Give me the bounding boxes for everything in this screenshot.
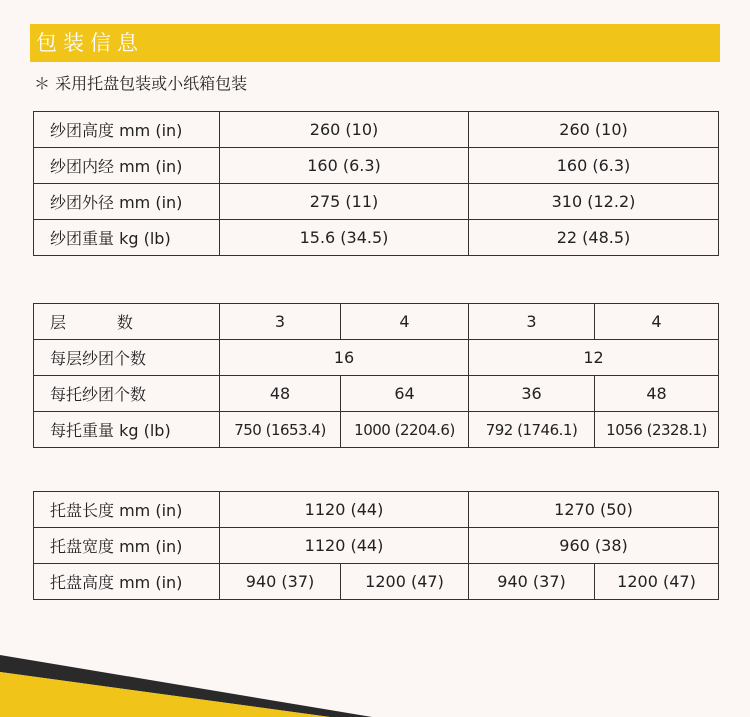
row-label: 纱团内经 mm (in) [34, 148, 220, 184]
packaging-note: ＊ 采用托盘包装或小纸箱包装 [34, 74, 248, 93]
table-cell: 750 (1653.4) [220, 412, 341, 448]
table-cell: 4 [595, 304, 719, 340]
table-cell: 1120 (44) [220, 528, 469, 564]
table-cell: 3 [220, 304, 341, 340]
table-cell: 1270 (50) [469, 492, 719, 528]
table-cell: 1000 (2204.6) [341, 412, 469, 448]
row-label: 每层纱团个数 [34, 340, 220, 376]
table-cell: 940 (37) [220, 564, 341, 600]
table-cell: 260 (10) [220, 112, 469, 148]
row-label: 托盘长度 mm (in) [34, 492, 220, 528]
table-cell: 12 [469, 340, 719, 376]
table-cell: 160 (6.3) [469, 148, 719, 184]
row-label: 每托重量 kg (lb) [34, 412, 220, 448]
table-cell: 940 (37) [469, 564, 595, 600]
table-cell: 275 (11) [220, 184, 469, 220]
table-cell: 16 [220, 340, 469, 376]
yellow-stripe [0, 672, 330, 717]
row-label: 每托纱团个数 [34, 376, 220, 412]
table-cell: 1200 (47) [595, 564, 719, 600]
table-cell: 4 [341, 304, 469, 340]
table-cell: 15.6 (34.5) [220, 220, 469, 256]
table-cell: 260 (10) [469, 112, 719, 148]
table-cell: 1200 (47) [341, 564, 469, 600]
row-label: 纱团高度 mm (in) [34, 112, 220, 148]
row-label: 纱团重量 kg (lb) [34, 220, 220, 256]
row-label: 层 数 [34, 304, 220, 340]
row-label: 托盘宽度 mm (in) [34, 528, 220, 564]
table-cell: 22 (48.5) [469, 220, 719, 256]
table-cell: 64 [341, 376, 469, 412]
row-label: 托盘高度 mm (in) [34, 564, 220, 600]
table-cell: 3 [469, 304, 595, 340]
table-cell: 1120 (44) [220, 492, 469, 528]
table-cell: 310 (12.2) [469, 184, 719, 220]
table-cell: 36 [469, 376, 595, 412]
table-cell: 48 [220, 376, 341, 412]
table-cell: 1056 (2328.1) [595, 412, 719, 448]
table-cell: 48 [595, 376, 719, 412]
table-cell: 960 (38) [469, 528, 719, 564]
table-cell: 160 (6.3) [220, 148, 469, 184]
section-title: 包装信息 [36, 31, 144, 55]
row-label: 纱团外径 mm (in) [34, 184, 220, 220]
table-cell: 792 (1746.1) [469, 412, 595, 448]
